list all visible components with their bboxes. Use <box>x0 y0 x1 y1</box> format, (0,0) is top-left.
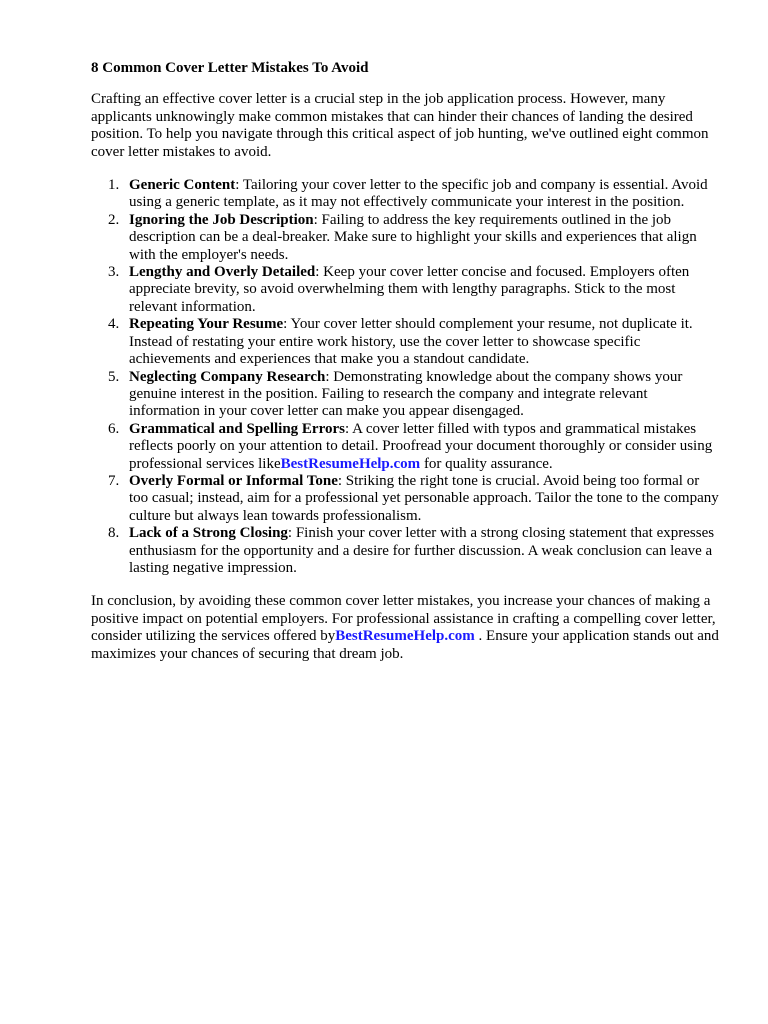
item-number: 3. <box>108 264 120 281</box>
list-item <box>91 264 721 316</box>
item-title: Lengthy and Overly Detailed <box>129 264 316 281</box>
item-text: : Demonstrating knowledge about the company shows your genuine interest in the position. Failing to research the company and integrate relevant information in your cover letter can make you appear disengaged. <box>129 368 683 420</box>
item-number: 7. <box>108 472 120 489</box>
item-title: Grammatical and Spelling Errors <box>129 420 345 437</box>
item-title: Overly Formal or Informal Tone <box>129 472 338 489</box>
list-item <box>91 525 721 577</box>
item-title: Repeating Your Resume <box>129 316 284 333</box>
list-item <box>91 473 721 525</box>
item-number: 1. <box>108 177 120 194</box>
item-text: : Your cover letter should complement your resume, not duplicate it. Instead of restating your entire work history, use the cover letter to showcase specific achievements and experiences that make you a standout candidate. <box>129 316 693 368</box>
mistakes-list <box>91 177 721 577</box>
item-title: Neglecting Company Research <box>129 368 326 385</box>
document-page <box>91 60 721 663</box>
document-title: 8 Common Cover Letter Mistakes To Avoid <box>91 60 369 76</box>
bestresumehelp-link[interactable]: BestResumeHelp.com <box>335 628 475 645</box>
item-text: : Keep your cover letter concise and focused. Employers often appreciate brevity, so avoid overwhelming them with lengthy paragraphs. Stick to the most relevant information. <box>129 264 690 315</box>
item-text: : Finish your cover letter with a strong closing statement that expresses enthusiasm for the opportunity and a desire for further discussion. A weak conclusion can leave a lasting negative impression. <box>129 525 715 576</box>
item-number: 2. <box>108 211 120 228</box>
item-title: Generic Content <box>129 177 236 194</box>
item-text: : A cover letter filled with typos and grammatical mistakes reflects poorly on your attention to detail. Proofread your document thoroughly or consider using professional services like <box>129 420 713 472</box>
list-item <box>91 369 721 421</box>
item-number: 5. <box>108 368 120 385</box>
item-title: Ignoring the Job Description <box>129 211 314 228</box>
item-text: : Striking the right tone is crucial. Avoid being too formal or too casual; instead, aim for a professional yet personable approach. Tailor the tone to the company culture but always lean towards professionalism. <box>129 472 719 524</box>
conclusion-text-after: . Ensure your application stands out and maximizes your chances of securing that dream job. <box>91 628 719 662</box>
item-text: : Failing to address the key requirements outlined in the job description can be a deal-breaker. Make sure to highlight your skills and experiences that align with the employer's needs. <box>129 211 697 263</box>
intro-paragraph: Crafting an effective cover letter is a crucial step in the job application process. However, many applicants unknowingly make common mistakes that can hinder their chances of landing the desired position. To help you navigate through this critical aspect of job hunting, we've outlined eight common cover letter mistakes to avoid. <box>91 91 709 160</box>
item-text-after: for quality assurance. <box>420 455 553 472</box>
item-text: : Tailoring your cover letter to the specific job and company is essential. Avoid using a generic template, as it may not effectively communicate your interest in the position. <box>129 177 708 211</box>
list-item <box>91 421 721 473</box>
item-number: 6. <box>108 420 120 437</box>
list-item <box>91 212 721 264</box>
conclusion-text: In conclusion, by avoiding these common cover letter mistakes, you increase your chances of making a positive impact on potential employers. For professional assistance in crafting a compelling cover letter, consider utilizing the services offered by <box>91 593 716 645</box>
conclusion-paragraph <box>91 593 721 663</box>
item-number: 4. <box>108 316 120 333</box>
item-title: Lack of a Strong Closing <box>129 525 288 542</box>
list-item <box>91 316 721 368</box>
bestresumehelp-link[interactable]: BestResumeHelp.com <box>280 455 421 472</box>
list-item <box>91 177 721 212</box>
item-number: 8. <box>108 525 120 542</box>
